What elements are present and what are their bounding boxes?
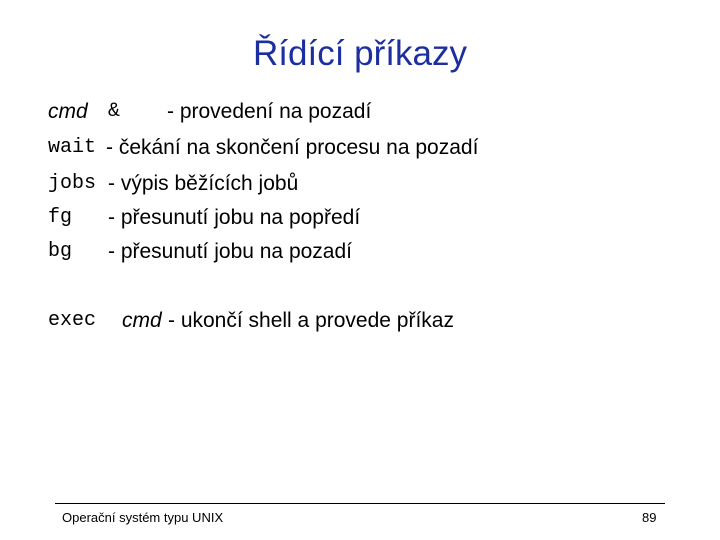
- footer-course-title: Operační systém typu UNIX: [62, 510, 224, 525]
- command-description: - čekání na skončení procesu na pozadí: [106, 136, 479, 159]
- command-name-italic: cmd: [122, 309, 162, 332]
- command-description: - ukončí shell a provede příkaz: [168, 309, 454, 332]
- command-name: bg: [48, 240, 73, 263]
- footer-divider: [55, 503, 665, 504]
- command-description: - výpis běžících jobů: [108, 172, 299, 195]
- command-name: fg: [48, 206, 73, 229]
- command-name: jobs: [48, 172, 97, 195]
- command-name: &: [108, 100, 121, 123]
- page-title: Řídící příkazy: [253, 34, 467, 73]
- command-description: - přesunutí jobu na pozadí: [108, 240, 353, 263]
- command-name-italic: cmd: [48, 100, 88, 123]
- command-name: exec: [48, 309, 97, 332]
- command-description: - provedení na pozadí: [167, 100, 372, 123]
- footer-page-number: 89: [642, 510, 657, 525]
- command-name: wait: [48, 136, 97, 159]
- command-description: - přesunutí jobu na popředí: [108, 206, 361, 229]
